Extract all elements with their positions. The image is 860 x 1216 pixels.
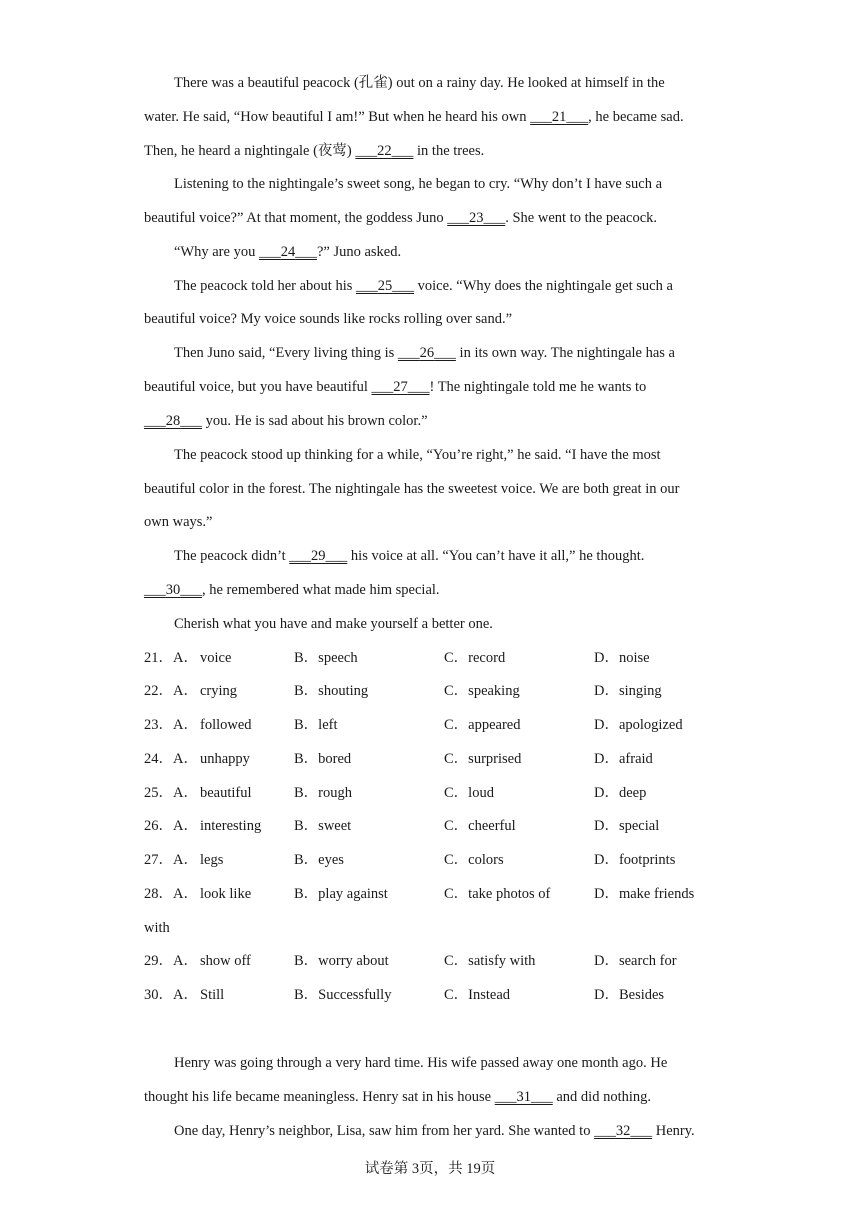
blank-21: ___ 21 ___ xyxy=(530,106,588,128)
text: water. He said, “How beautiful I am!” But when he heard his own xyxy=(144,109,531,125)
text: , he became sad. xyxy=(588,109,684,125)
text: There was a beautiful peacock (孔雀) out on a rainy day. He looked at himself in the xyxy=(174,75,665,91)
text: One day, Henry’s neighbor, Lisa, saw him from her yard. She wanted to xyxy=(174,1123,595,1139)
blank-23: ___ 23 ___ xyxy=(447,207,505,229)
passage-line xyxy=(144,207,657,229)
option-c: C．Instead xyxy=(444,987,511,1003)
option-b: B．sweet xyxy=(294,818,352,834)
page-footer: 试卷第 3页，共 19页 xyxy=(364,1161,496,1177)
text: beautiful color in the forest. The nightingale has the sweetest voice. We are both great in our xyxy=(144,481,680,497)
passage-line xyxy=(174,1052,667,1074)
passage-line xyxy=(144,140,484,162)
passage-line xyxy=(144,106,684,128)
question-30 xyxy=(144,984,744,1006)
blank-28: ___ 28 ___ xyxy=(144,410,202,432)
text: in the trees. xyxy=(413,143,485,159)
question-29 xyxy=(144,950,744,972)
text: beautiful voice? My voice sounds like rocks rolling over sand.” xyxy=(144,311,513,327)
text: Henry was going through a very hard time. His wife passed away one month ago. He xyxy=(174,1055,668,1071)
option-a: beautiful xyxy=(200,785,252,801)
question-number: 23．A． xyxy=(144,717,198,733)
passage-line xyxy=(174,613,493,635)
text: thought his life became meaningless. Henry sat in his house xyxy=(144,1089,495,1105)
text: Then, he heard a nightingale (夜莺) xyxy=(144,143,356,159)
option-b: B．bored xyxy=(294,751,352,767)
option-d: D．special xyxy=(594,818,660,834)
question-24 xyxy=(144,748,744,770)
blank-27: ___ 27 ___ xyxy=(372,376,430,398)
option-a: unhappy xyxy=(200,751,250,767)
option-d: D．search for xyxy=(594,953,677,969)
option-c: C．loud xyxy=(444,785,494,801)
text: you. He is sad about his brown color.” xyxy=(202,413,428,429)
option-a: Still xyxy=(200,987,225,1003)
blank-22: ___ 22 ___ xyxy=(355,140,413,162)
text: his voice at all. “You can’t have it all,” he thought. xyxy=(347,548,645,564)
text: Listening to the nightingale’s sweet song, he began to cry. “Why don’t I have such a xyxy=(174,176,663,192)
passage-line xyxy=(174,444,661,466)
passage-line xyxy=(174,275,673,297)
blank-26: ___ 26 ___ xyxy=(398,342,456,364)
text: in its own way. The nightingale has a xyxy=(455,345,675,361)
question-number: 27．A． xyxy=(144,852,198,868)
option-a: voice xyxy=(200,650,232,666)
text: own ways.” xyxy=(144,514,213,530)
passage-line xyxy=(144,308,512,330)
option-d: D．deep xyxy=(594,785,647,801)
question-number: 21．A． xyxy=(144,650,198,666)
passage-line xyxy=(174,342,675,364)
blank-29: ___ 29 ___ xyxy=(289,545,347,567)
option-d: D．afraid xyxy=(594,751,653,767)
question-22 xyxy=(144,680,744,702)
option-b: B．speech xyxy=(294,650,358,666)
question-26 xyxy=(144,815,744,837)
passage-line xyxy=(174,173,662,195)
question-25 xyxy=(144,782,744,804)
passage-line xyxy=(174,545,644,567)
text: and did nothing. xyxy=(552,1089,652,1105)
option-b: B．eyes xyxy=(294,852,344,868)
question-number: 26．A． xyxy=(144,818,198,834)
option-b: B．shouting xyxy=(294,683,369,699)
question-number: 22．A． xyxy=(144,683,198,699)
blank-31: ___ 31 ___ xyxy=(495,1086,553,1108)
question-21 xyxy=(144,647,744,669)
blank-24: ___ 24 ___ xyxy=(259,241,317,263)
passage-line xyxy=(144,478,679,500)
option-c: C．take photos of xyxy=(444,886,551,902)
blank-30: ___ 30 ___ xyxy=(144,579,202,601)
question-number: 25．A． xyxy=(144,785,198,801)
passage-line xyxy=(144,511,212,533)
option-a: crying xyxy=(200,683,238,699)
option-a: interesting xyxy=(200,818,262,834)
question-28 xyxy=(144,883,744,905)
question-number: 29．A． xyxy=(144,953,198,969)
text: ?” Juno asked. xyxy=(316,244,402,260)
option-a: look like xyxy=(200,886,252,902)
option-b: B．worry about xyxy=(294,953,389,969)
passage-line xyxy=(174,72,665,94)
blank-32: ___ 32 ___ xyxy=(594,1120,652,1142)
option-b: B．left xyxy=(294,717,338,733)
question-27 xyxy=(144,849,744,871)
question-number: 24．A． xyxy=(144,751,198,767)
option-c: C．speaking xyxy=(444,683,520,699)
question-number: 28．A． xyxy=(144,886,198,902)
option-c: C．colors xyxy=(444,852,504,868)
text: beautiful voice, but you have beautiful xyxy=(144,379,372,395)
option-d: D．singing xyxy=(594,683,662,699)
option-c: C．record xyxy=(444,650,506,666)
question-28-wrap xyxy=(144,917,170,939)
text: “Why are you xyxy=(174,244,259,260)
option-c: C．surprised xyxy=(444,751,522,767)
option-c: C．cheerful xyxy=(444,818,516,834)
option-b: B．Successfully xyxy=(294,987,392,1003)
option-d: D．Besides xyxy=(594,987,665,1003)
text: beautiful voice?” At that moment, the goddess Juno xyxy=(144,210,448,226)
option-d: D．make friends xyxy=(594,886,695,902)
question-number: 30．A． xyxy=(144,987,198,1003)
text: The peacock told her about his xyxy=(174,278,356,294)
text: . She went to the peacock. xyxy=(505,210,658,226)
passage-line xyxy=(174,1120,695,1142)
option-d: D．noise xyxy=(594,650,650,666)
passage-line xyxy=(144,579,440,601)
text: The peacock didn’t xyxy=(174,548,290,564)
text: The peacock stood up thinking for a while, “You’re right,” he said. “I have the most xyxy=(174,447,661,463)
text: Then Juno said, “Every living thing is xyxy=(174,345,398,361)
option-a: show off xyxy=(200,953,251,969)
question-23 xyxy=(144,714,744,736)
passage-line xyxy=(144,410,428,432)
option-c: C．satisfy with xyxy=(444,953,536,969)
text: Henry. xyxy=(652,1123,695,1139)
text: , he remembered what made him special. xyxy=(202,582,440,598)
passage-line xyxy=(174,241,401,263)
option-b: B．play against xyxy=(294,886,388,902)
text: ! The nightingale told me he wants to xyxy=(429,379,647,395)
option-b: B．rough xyxy=(294,785,352,801)
option-c: C．appeared xyxy=(444,717,521,733)
option-d: D．apologized xyxy=(594,717,683,733)
blank-25: ___ 25 ___ xyxy=(356,275,414,297)
passage-line xyxy=(144,376,646,398)
text: voice. “Why does the nightingale get such a xyxy=(414,278,673,294)
text: Cherish what you have and make yourself a better one. xyxy=(174,616,493,632)
option-d: D．footprints xyxy=(594,852,676,868)
option-a: followed xyxy=(200,717,252,733)
text: with xyxy=(144,920,170,936)
option-a: legs xyxy=(200,852,224,868)
passage-line xyxy=(144,1086,651,1108)
